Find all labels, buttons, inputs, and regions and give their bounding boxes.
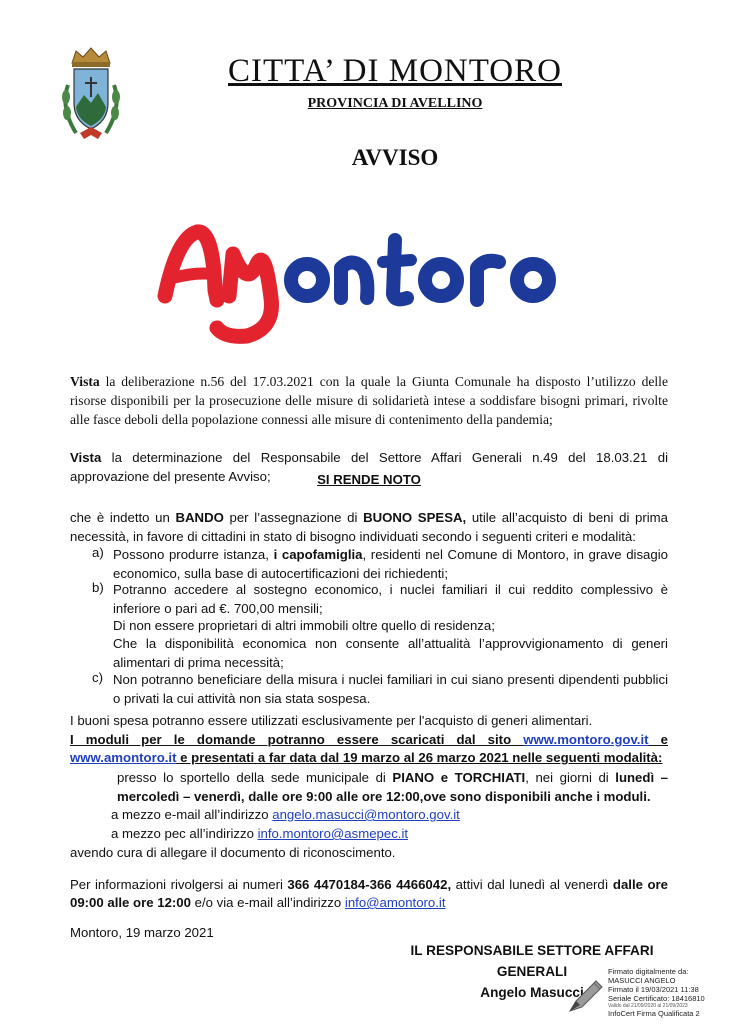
mode-email (111, 805, 460, 824)
buono-spesa-word: BUONO SPESA, (363, 510, 467, 525)
criteria-text: , residenti nel Comune di Montoro, in grave disagio economico, sulla base di autocertificazioni dei richiedenti; (113, 547, 668, 581)
ds-signer: MASUCCI ANGELO (608, 976, 676, 985)
criteria-letter-b: b) (92, 580, 104, 595)
criteria-item-b-extra-2: Che la disponibilità economica non consente all’attualità l’approvvigionamento di generi alimentari di prima necessità; (113, 636, 668, 670)
info-line-1 (70, 875, 668, 894)
montoro-site-link[interactable]: www.montoro.gov.it (523, 732, 649, 747)
signature-name: Angelo Masucci (480, 985, 584, 1000)
bando-text: utile all’acquisto di beni di prima necessità, in favore di cittadini in stato di bisogno individuati secondo i seguenti criteri e modalità: (70, 510, 669, 544)
download-line-2 (70, 748, 668, 767)
usage-sentence: I buoni spesa potranno essere utilizzati esclusivamente per l'acquisto di generi alimentari. (70, 713, 593, 728)
bando-word: BANDO (175, 510, 224, 525)
vista-text: la determinazione del Responsabile del Settore Affari Generali n.49 del 18.03.21 di approvazione del presente Avviso; (70, 450, 668, 484)
criteria-letter-a: a) (92, 545, 104, 560)
bando-paragraph (70, 508, 668, 546)
mode-pec (111, 824, 408, 843)
coat-of-arms-icon (50, 45, 132, 145)
hours: 09:00 alle ore 12:00 (70, 895, 191, 910)
email-link-masucci[interactable]: angelo.masucci@montoro.gov.it (272, 807, 460, 822)
ds-line: InfoCert Firma Qualificata 2 (608, 1009, 700, 1018)
download-text: e presentati a far data dal 19 marzo al 26 marzo 2021 nelle seguenti modalità: (176, 750, 663, 765)
info-text: e/o via e-mail all’indirizzo (190, 895, 345, 910)
criteria-text: Possono produrre istanza, (113, 547, 274, 562)
hours: dalle ore (612, 877, 668, 892)
download-text: I moduli per le domande potranno essere scaricati dal sito (70, 732, 524, 747)
ds-validity: Valido dal 21/09/2020 al 21/09/2023 (608, 1003, 688, 1009)
info-line-2 (70, 893, 668, 912)
ds-line: Firmato il 19/03/2021 11:38 (608, 985, 699, 994)
vista-label: Vista (70, 450, 102, 465)
info-text: Per informazioni rivolgersi ai numeri (70, 877, 288, 892)
province-subtitle: PROVINCIA DI AVELLINO (307, 96, 483, 111)
notice-heading: AVVISO (351, 145, 439, 170)
phone-numbers: 366 4470184-366 4466042, (287, 877, 452, 892)
criteria-letter-c: c) (92, 670, 103, 685)
amontoro-site-link[interactable]: www.amontoro.it (70, 750, 177, 765)
download-text: e (648, 732, 668, 747)
mode-text: , nei giorni di (525, 770, 616, 785)
intro-vista-1 (70, 372, 668, 429)
criteria-item-b-extra-1: Di non essere proprietari di altri immobili oltre quello di residenza; (113, 618, 495, 633)
criteria-item-a (113, 545, 668, 583)
document-reminder: avendo cura di allegare il documento di riconoscimento. (70, 845, 396, 860)
ds-line: Seriale Certificato: 18416810 (608, 994, 705, 1003)
pen-icon (566, 975, 606, 1015)
si-rende-noto-heading: SI RENDE NOTO (317, 472, 421, 487)
digital-signature-stamp (608, 967, 705, 1018)
info-email-link[interactable]: info@amontoro.it (344, 895, 446, 910)
ds-line: Firmato digitalmente da: (608, 967, 689, 976)
info-text: attivi dal lunedì al venerdì (451, 877, 613, 892)
criteria-item-b: Potranno accedere al sostegno economico, i nuclei familiari il cui reddito complessivo è inferiore o pari ad €. 700,00 mensili; (113, 582, 668, 616)
city-title: CITTA’ DI MONTORO (228, 53, 562, 89)
office-names: PIANO e TORCHIATI (392, 770, 526, 785)
mode-text: a mezzo e-mail all’indirizzo (111, 807, 273, 822)
vista-label: Vista (70, 374, 100, 389)
criteria-item-c: Non potranno beneficiare della misura i nuclei familiari in cui siano presenti dipendenti pubblici o privati la cui attività non sia stata sospesa. (113, 672, 668, 706)
capofamiglia-word: i capofamiglia (273, 547, 363, 562)
date-line: Montoro, 19 marzo 2021 (70, 925, 214, 940)
mode-text: a mezzo pec all’indirizzo (111, 826, 258, 841)
amontoro-logo (155, 218, 575, 350)
days: lunedì – (615, 770, 669, 785)
download-line-1 (70, 730, 668, 749)
mode-text: presso lo sportello della sede municipale di (117, 770, 393, 785)
bando-text: che è indetto un (70, 510, 176, 525)
mode-in-person-line-2: mercoledì – venerdì, dalle ore 9:00 alle ore 12:00,ove sono disponibili anche i moduli. (117, 789, 651, 804)
bando-text: per l’assegnazione di (223, 510, 364, 525)
signature-role: IL RESPONSABILE SETTORE AFFARI GENERALI (410, 943, 654, 979)
mode-in-person-line-1 (117, 768, 668, 787)
pec-email-link[interactable]: info.montoro@asmepec.it (257, 826, 409, 841)
vista-text: la deliberazione n.56 del 17.03.2021 con la quale la Giunta Comunale ha disposto l’utilizzo delle risorse disponibili per la prosecuzione delle misure di solidarietà intese a soddisfare bisogni primari, rivolte alle fasce deboli della popolazione connessi alle misure di contenimento della pandemia; (70, 374, 668, 427)
